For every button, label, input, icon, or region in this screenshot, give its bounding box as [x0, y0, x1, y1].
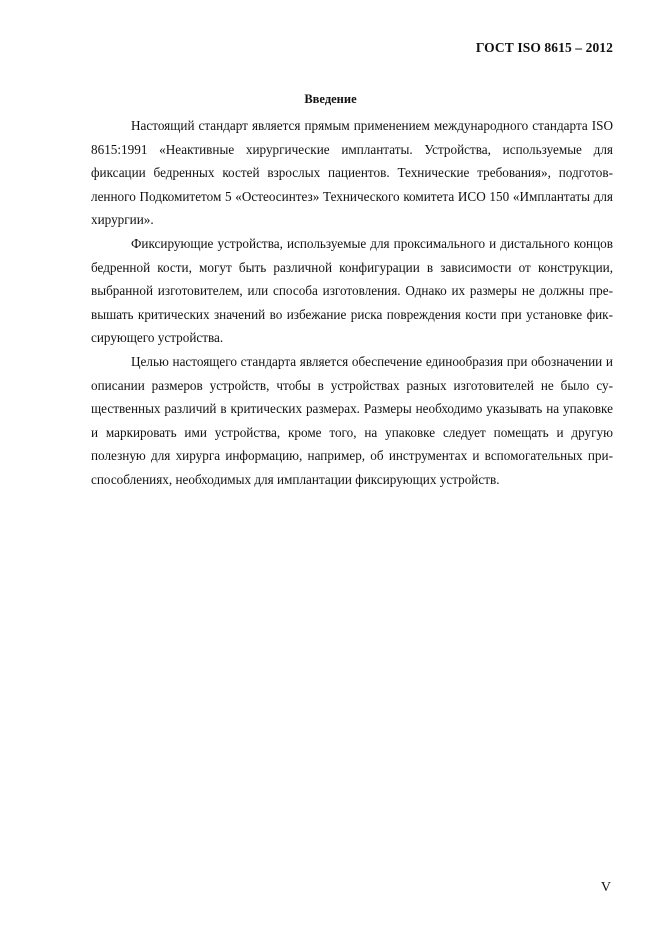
section-title: Введение	[304, 92, 357, 106]
standard-designation: ГОСТ ISO 8615 – 2012	[475, 40, 613, 55]
paragraph: Настоящий стандарт является прямым применением международного стандарта ISO 8615:1991 «Неактивные хирургические имплантаты. Устройства, используемые для фиксации бедренных костей взрослых пациентов. Технические требования», подготовленного Подкомитетом 5 «Остеосинтез» Технического комитета ИСО 150 «Имплантаты для хирургии».	[91, 118, 613, 228]
introduction-body	[91, 114, 613, 492]
paragraph: Фиксирующие устройства, используемые для проксимального и дистального концов бедренной кости, могут быть различной конфигурации в зависимости от конструкции, выбранной изготовителем, или способа изготовления. Однако их размеры не должны превышать критических значений во избежание риска повреждения кости при установке фиксирующего устройства.	[91, 235, 613, 346]
paragraph: Целью настоящего стандарта является обеспечение единообразия при обозначении и описании размеров устройств, чтобы в устройствах разных изготовителей не было существенных различий в критических размерах. Размеры необходимо указывать на упаковке и маркировать ими устройства, кроме того, на упаковке следует помещать и другую полезную для хирурга информацию, например, об инструментах и вспомогательных приспособлениях, необходимых для имплантации фиксирующих устройств.	[91, 353, 613, 487]
page-number: V	[600, 880, 611, 895]
